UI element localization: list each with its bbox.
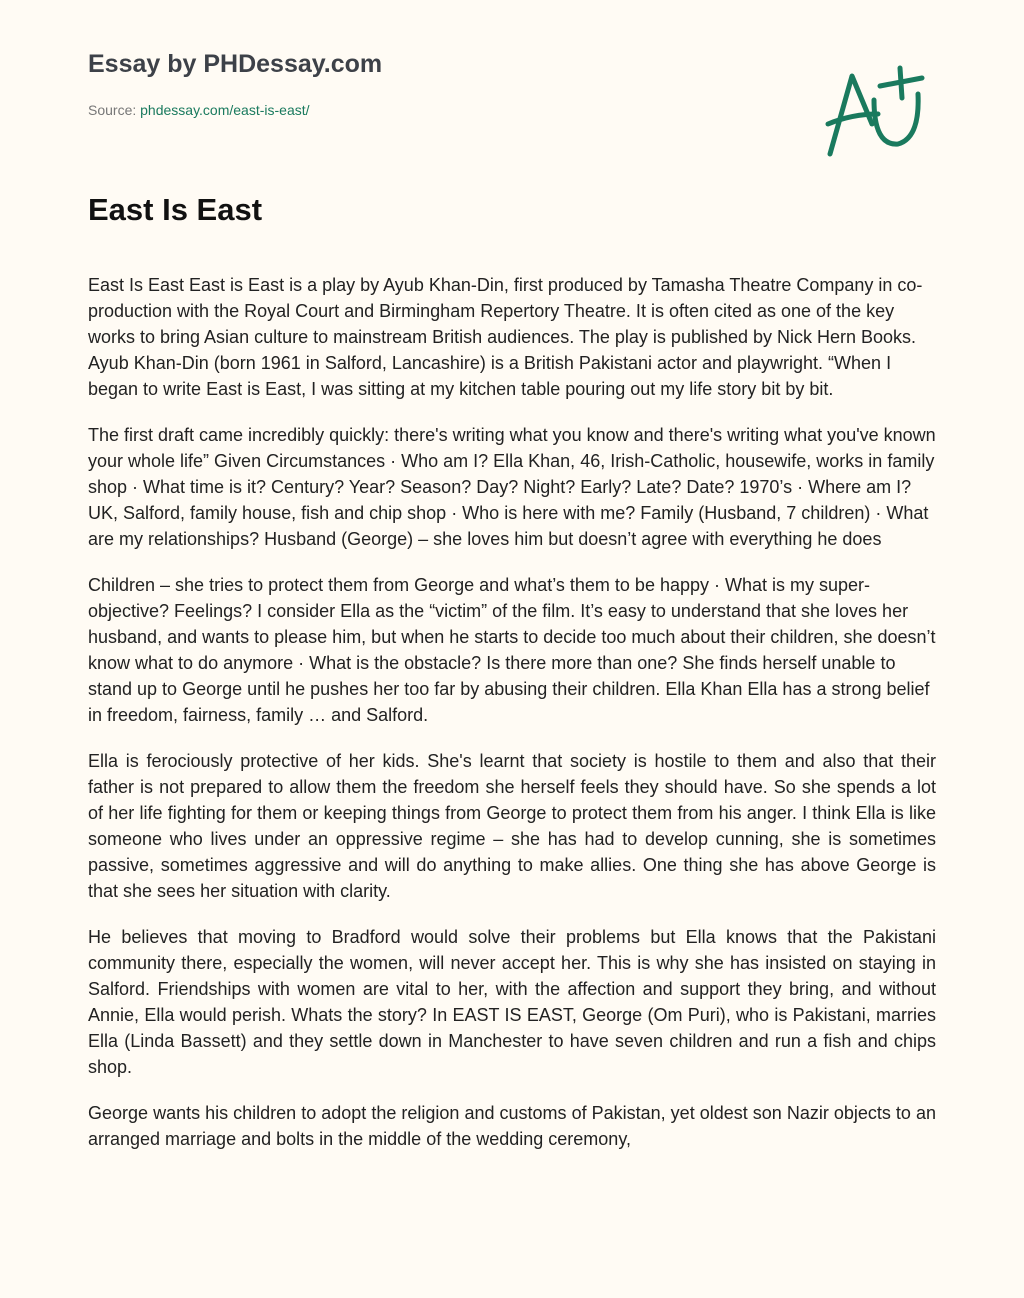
paragraph: George wants his children to adopt the religion and customs of Pakistan, yet oldest son Nazir objects to an arranged marriage and bolts in the middle of the wedding ceremony, (88, 1103, 936, 1149)
essay-title: East Is East (88, 192, 263, 227)
source-line (88, 102, 310, 118)
paragraph: Children – she tries to protect them from George and what’s them to be happy · What is my super-objective? Feelings? I consider Ella as the “victim” of the film. It’s easy to understand that she loves her husband, and wants to please him, but when he starts to decide too much about their children, she doesn’t know what to do anymore · What is the obstacle? Is there more than one? She finds herself unable to stand up to George until he pushes her too far by abusing their children. Ella Khan Ella has a strong belief in freedom, fairness, family … and Salford. (88, 575, 936, 725)
paragraph: He believes that moving to Bradford would solve their problems but Ella knows that the Pakistani community there, especially the women, will never accept her. This is why she has insisted on staying in Salford. Friendships with women are vital to her, with the affection and support they bring, and without Annie, Ella would perish. Whats the story? In EAST IS EAST, George (Om Puri), who is Pakistani, marries Ella (Linda Bassett) and they settle down in Manchester to have seven children and run a fish and chips shop. (88, 927, 936, 1077)
paragraph: The first draft came incredibly quickly: there's writing what you know and there's writing what you've known your whole life” Given Circumstances · Who am I? Ella Khan, 46, Irish-Catholic, housewife, works in family shop · What time is it? Century? Year? Season? Day? Night? Early? Late? Date? 1970’s · Where am I? UK, Salford, family house, fish and chip shop · Who is here with me? Family (Husband, 7 children) · What are my relationships? Husband (George) – she loves him but doesn’t agree with everything he does (88, 425, 936, 549)
paragraph: East Is East East is East is a play by Ayub Khan-Din, first produced by Tamasha Theatre Company in co-production with the Royal Court and Birmingham Repertory Theatre. It is often cited as one of the key works to bring Asian culture to mainstream British audiences. The play is published by Nick Hern Books. Ayub Khan-Din (born 1961 in Salford, Lancashire) is a British Pakistani actor and playwright. “When I began to write East is East, I was sitting at my kitchen table pouring out my life story bit by bit. (88, 275, 923, 399)
page-header (0, 0, 1024, 170)
source-link[interactable]: phdessay.com/east-is-east/ (140, 102, 310, 118)
source-label: Source: (88, 102, 137, 118)
paragraph: Ella is ferociously protective of her kids. She's learnt that society is hostile to them and also that their father is not prepared to allow them the freedom she herself feels they should have. So she spends a lot of her life fighting for them or keeping things from George to protect them from his anger. I think Ella is like someone who lives under an oppressive regime – she has had to develop cunning, she is sometimes passive, sometimes aggressive and will do anything to make allies. One thing she has above George is that she sees her situation with clarity. (88, 751, 936, 901)
essay-body (88, 272, 936, 1172)
a-plus-grade-icon (822, 64, 928, 160)
site-brand: Essay by PHDessay.com (88, 50, 383, 78)
